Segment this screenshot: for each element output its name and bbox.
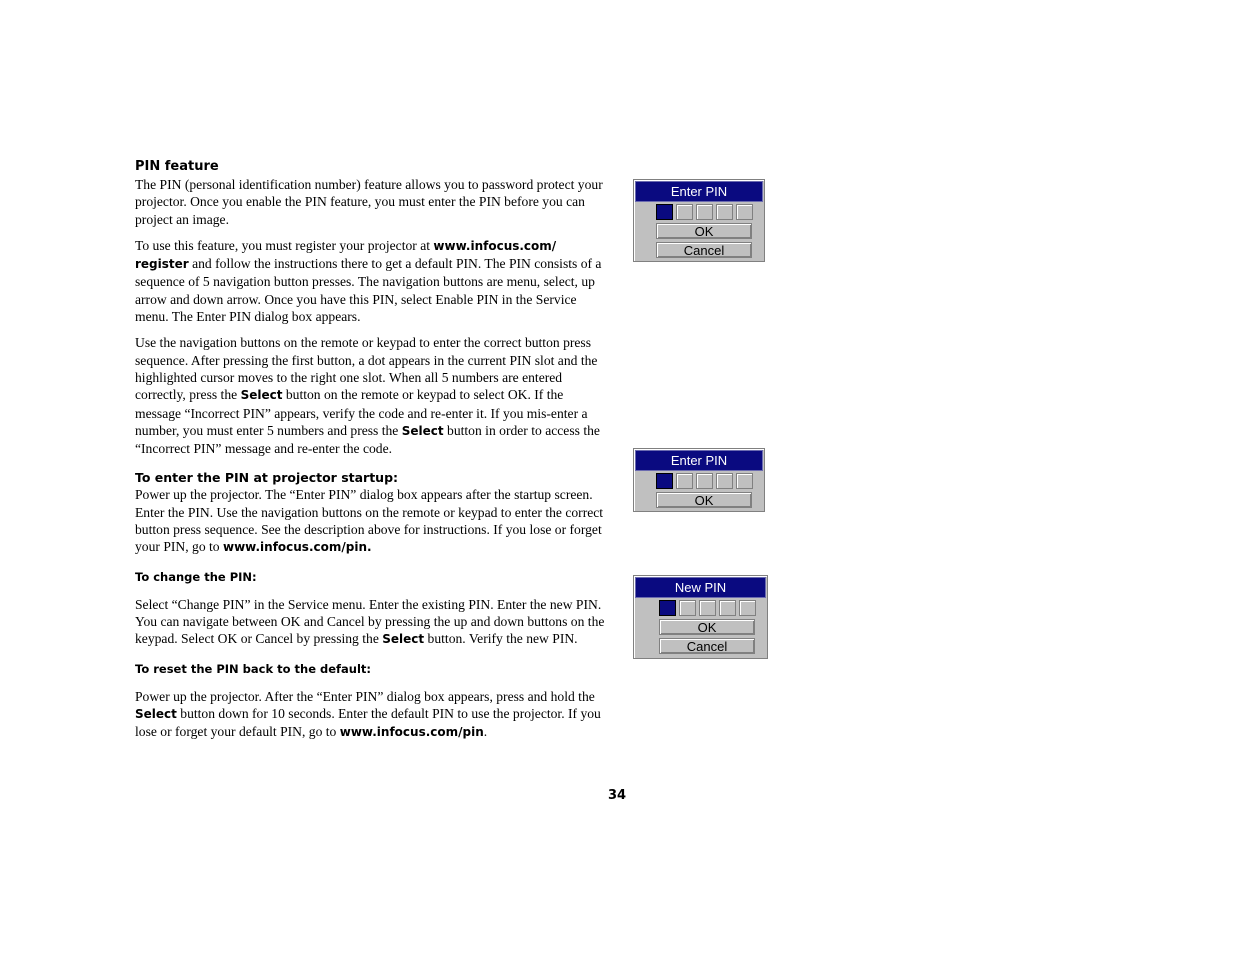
- dialog-title: Enter PIN: [635, 450, 763, 471]
- pin-slot[interactable]: [679, 600, 696, 616]
- pin-slot[interactable]: [699, 600, 716, 616]
- cancel-button[interactable]: Cancel: [656, 242, 752, 258]
- change-pin-paragraph: Select “Change PIN” in the Service menu. Enter the existing PIN. Enter the new PIN. You can navigate between OK and Cancel by pressing the up and down buttons on the keypad. Select OK or Cancel by pressing the Select button. Verify the new PIN.: [135, 596, 605, 647]
- pin-slot-cursor[interactable]: [656, 473, 673, 489]
- pin-slot[interactable]: [696, 473, 713, 489]
- pin-slot[interactable]: [676, 473, 693, 489]
- startup-paragraph: Power up the projector. The “Enter PIN” dialog box appears after the startup screen. Enter the PIN. Use the navigation buttons on the remote or keypad to enter the correct button press sequence. See the description above for instructions. If you lose or forget your PIN, go to www.infocus.com/pin.: [135, 487, 604, 555]
- pin-slots: [656, 473, 764, 489]
- change-pin-heading: To change the PIN:: [135, 569, 257, 584]
- enter-pin-startup-dialog: [633, 448, 765, 512]
- register-paragraph: To use this feature, you must register your projector at www.infocus.com/ register and follow the instructions there to get a default PIN. The PIN consists of a sequence of 5 navigation button presses. The navigation buttons are menu, select, up arrow and down arrow. Once you have this PIN, select Enable PIN in the Service menu. The Enter PIN dialog box appears.: [135, 237, 602, 325]
- register-link[interactable]: www.infocus.com/ register: [135, 238, 557, 272]
- startup-heading: To enter the PIN at projector startup:: [135, 470, 399, 486]
- enter-pin-dialog: [633, 179, 765, 262]
- new-pin-dialog: [633, 575, 768, 659]
- reset-pin-paragraph: Power up the projector. After the “Enter PIN” dialog box appears, press and hold the Select button down for 10 seconds. Enter the default PIN to use the projector. If you lose or forget your default PIN, go to www.infocus.com/pin.: [135, 688, 601, 740]
- ok-button[interactable]: OK: [659, 619, 755, 635]
- pin-slot[interactable]: [716, 473, 733, 489]
- pin-intro-paragraph: The PIN (personal identification number) feature allows you to password protect your projector. Once you enable the PIN feature, you must enter the PIN before you can project an image.: [135, 177, 603, 227]
- pin-slot[interactable]: [736, 473, 753, 489]
- pin-link[interactable]: www.infocus.com/pin.: [222, 540, 372, 555]
- navigation-paragraph: Use the navigation buttons on the remote or keypad to enter the correct button press sequence. After pressing the first button, a dot appears in the current PIN slot and the highlighted cursor moves to the right one slot. When all 5 numbers are entered correctly, press the Select button on the remote or keypad to select OK. If the message “Incorrect PIN” appears, verify the code and re-enter it. If you mis-enter a number, you must enter 5 numbers and press the Select button in order to access the “Incorrect PIN” message and re-enter the code.: [135, 335, 600, 457]
- pin-slots: [659, 600, 767, 616]
- page-number: 34: [608, 788, 627, 803]
- pin-slot[interactable]: [676, 204, 693, 220]
- pin-slot-cursor[interactable]: [659, 600, 676, 616]
- cancel-button[interactable]: Cancel: [659, 638, 755, 654]
- pin-slot[interactable]: [736, 204, 753, 220]
- dialog-title: Enter PIN: [635, 181, 763, 202]
- ok-button[interactable]: OK: [656, 223, 752, 239]
- dialog-title: New PIN: [635, 577, 766, 598]
- manual-text-column: [135, 158, 607, 741]
- pin-slot[interactable]: [739, 600, 756, 616]
- pin-slots: [656, 204, 764, 220]
- ok-button[interactable]: OK: [656, 492, 752, 508]
- pin-slot[interactable]: [716, 204, 733, 220]
- pin-slot-cursor[interactable]: [656, 204, 673, 220]
- reset-pin-heading: To reset the PIN back to the default:: [135, 661, 372, 676]
- pin-slot[interactable]: [719, 600, 736, 616]
- section-heading: PIN feature: [135, 159, 219, 174]
- pin-slot[interactable]: [696, 204, 713, 220]
- pin-link[interactable]: www.infocus.com/pin: [339, 725, 484, 740]
